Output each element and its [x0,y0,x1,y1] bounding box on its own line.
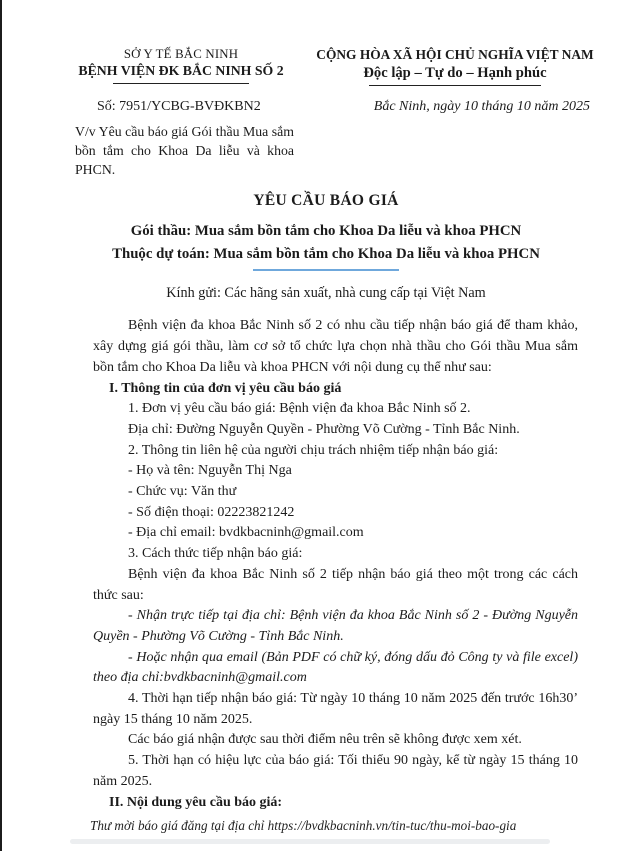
validity-line: 5. Thời hạn có hiệu lực của báo giá: Tối thiểu 90 ngày, kể từ ngày 15 tháng 10 năm 2025. [93,753,578,789]
document-header [62,0,596,86]
motto-underline [369,85,541,86]
document-subject: V/v Yêu cầu báo giá Gói thầu Mua sắm bồn tắm cho Khoa Da liễu và khoa PHCN. [75,124,294,178]
intro-paragraph: Bệnh viện đa khoa Bắc Ninh số 2 có nhu cầu tiếp nhận báo giá để tham khảo, xây dựng giá gói thầu, làm cơ sở tổ chức lựa chọn nhà thầu cho Gói thầu Mua sắm bồn tắm cho Khoa Da liễu và khoa PHCN với nội dung cụ thể như sau: [93,318,578,375]
package-line: Gói thầu: Mua sắm bồn tắm cho Khoa Da liễu và khoa PHCN [130,223,522,240]
salutation-line: Kính gửi: Các hãng sản xuất, nhà cung cấp tại Việt Nam [166,285,486,302]
title-zone [62,192,590,302]
page-edge-line [0,0,2,851]
contact-heading: 2. Thông tin liên hệ của người chịu trách nhiệm tiếp nhận báo giá: [128,442,499,458]
issuer-block [62,47,300,86]
section1-heading: I. Thông tin của đơn vị yêu cầu báo giá [109,380,342,396]
address-line: Địa chỉ: Đường Nguyễn Quyền - Phường Võ Cường - Tỉnh Bắc Ninh. [128,421,520,437]
method-email: - Hoặc nhận qua email (Bản PDF có chữ ký, đóng dấu đỏ Công ty và file excel) theo địa chỉ:bvdkbacninh@gmail.com [93,649,578,686]
national-header-block [300,47,596,86]
document-title: YÊU CẦU BÁO GIÁ [253,192,399,210]
national-motto-line2: Độc lập – Tự do – Hạnh phúc [363,65,547,81]
document-body [93,316,578,813]
issuer-hospital: BỆNH VIỆN ĐK BẮC NINH SỐ 2 [78,63,284,78]
contact-role: - Chức vụ: Văn thư [128,484,237,500]
issuer-underline [113,83,249,84]
section2-heading: II. Nội dung yêu cầu báo giá: [109,794,283,810]
deadline-line: 4. Thời hạn tiếp nhận báo giá: Từ ngày 10 tháng 10 năm 2025 đến trước 16h30’ ngày 15 tháng 10 năm 2025. [93,691,578,727]
unit-line: 1. Đơn vị yêu cầu báo giá: Bệnh viện đa khoa Bắc Ninh số 2. [128,401,471,417]
contact-name: - Họ và tên: Nguyễn Thị Nga [128,463,292,479]
issuer-department: SỞ Y TẾ BẮC NINH [123,47,239,61]
document-number: Số: 7951/YCBG-BVĐKBN2 [97,99,261,115]
national-motto-line1: CỘNG HÒA XÃ HỘI CHỦ NGHĨA VIỆT NAM [316,47,594,62]
contact-phone: - Số điện thoại: 02223821242 [128,504,295,520]
place-and-date: Bắc Ninh, ngày 10 tháng 10 năm 2025 [373,99,590,115]
blue-divider [253,269,399,271]
method-heading: 3. Cách thức tiếp nhận báo giá: [128,546,303,562]
footer-note: Thư mời báo giá đăng tại địa chỉ https://bvdkbacninh.vn/tin-tuc/thu-moi-bao-gia [90,818,517,834]
deadline-note: Các báo giá nhận được sau thời điểm nêu trên sẽ không được xem xét. [128,732,522,748]
scan-artifact [70,839,550,844]
estimate-line: Thuộc dự toán: Mua sắm bồn tắm cho Khoa Da liễu và khoa PHCN [112,246,540,263]
method-direct: - Nhận trực tiếp tại địa chỉ: Bệnh viện đa khoa Bắc Ninh số 2 - Đường Nguyễn Quyền - Phường Võ Cường - Tỉnh Bắc Ninh. [93,608,578,644]
method-intro: Bệnh viện đa khoa Bắc Ninh số 2 tiếp nhận báo giá theo một trong các cách thức sau: [93,566,578,603]
meta-row [97,99,590,115]
contact-email: - Địa chỉ email: bvdkbacninh@gmail.com [128,525,364,541]
